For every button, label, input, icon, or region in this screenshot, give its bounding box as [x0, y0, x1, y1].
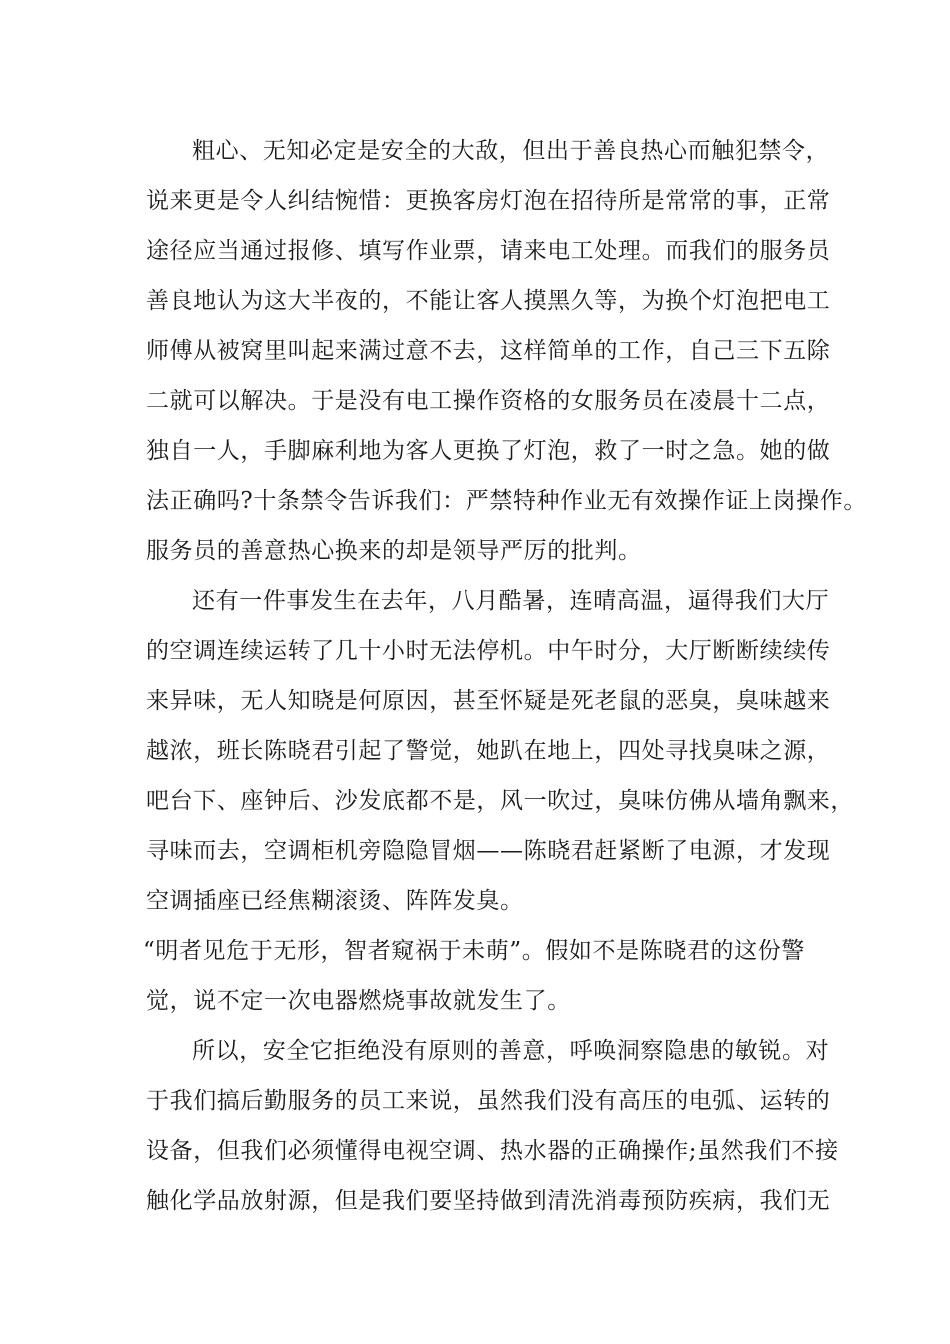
paragraph-1-line-8: 法正确吗?十条禁令告诉我们：严禁特种作业无有效操作证上岗操作。 [146, 488, 867, 514]
paragraph-2-line-3: 来异味，无人知晓是何原因，甚至怀疑是死老鼠的恶臭，臭味越来 [146, 688, 831, 714]
paragraph-1-line-1: 粗心、无知必定是安全的大敌，但出于善良热心而触犯禁令， [192, 138, 830, 164]
paragraph-1-line-9: 服务员的善意热心换来的却是领导严厉的批判。 [146, 538, 642, 564]
paragraph-3-line-1: “明者见危于无形，智者窥祸于未萌”。假如不是陈晓君的这份警 [143, 938, 805, 964]
paragraph-4-line-3: 设备，但我们必须懂得电视空调、热水器的正确操作;虽然我们不接 [146, 1138, 839, 1164]
paragraph-2-line-7: 空调插座已经焦糊滚烫、阵阵发臭。 [146, 888, 524, 914]
paragraph-1-line-7: 独自一人，手脚麻利地为客人更换了灯泡，救了一时之急。她的做 [146, 438, 831, 464]
paragraph-1-line-2: 说来更是令人纠结惋惜：更换客房灯泡在招待所是常常的事，正常 [146, 188, 831, 214]
paragraph-1-line-4: 善良地认为这大半夜的，不能让客人摸黑久等，为换个灯泡把电工 [146, 288, 831, 314]
paragraph-2-line-2: 的空调连续运转了几十小时无法停机。中午时分，大厅断断续续传 [146, 638, 831, 664]
paragraph-1-line-6: 二就可以解决。于是没有电工操作资格的女服务员在凌晨十二点， [146, 388, 831, 414]
paragraph-3-line-2: 觉，说不定一次电器燃烧事故就发生了。 [146, 988, 571, 1014]
paragraph-4-line-2: 于我们搞后勤服务的员工来说，虽然我们没有高压的电弧、运转的 [146, 1088, 831, 1114]
paragraph-1-line-3: 途径应当通过报修、填写作业票，请来电工处理。而我们的服务员 [146, 238, 831, 264]
paragraph-2-line-6: 寻味而去，空调柜机旁隐隐冒烟——陈晓君赶紧断了电源，才发现 [146, 838, 831, 864]
paragraph-2-line-5: 吧台下、座钟后、沙发底都不是，风一吹过，臭味仿佛从墙角飘来， [146, 788, 854, 814]
paragraph-1-line-5: 师傅从被窝里叫起来满过意不去，这样简单的工作，自己三下五除 [146, 338, 831, 364]
paragraph-4-line-4: 触化学品放射源，但是我们要坚持做到清洗消毒预防疾病，我们无 [146, 1188, 831, 1214]
paragraph-2-line-1: 还有一件事发生在去年，八月酷暑，连晴高温，逼得我们大厅 [192, 588, 830, 614]
paragraph-4-line-1: 所以，安全它拒绝没有原则的善意，呼唤洞察隐患的敏锐。对 [192, 1038, 830, 1064]
paragraph-2-line-4: 越浓，班长陈晓君引起了警觉，她趴在地上，四处寻找臭味之源， [146, 738, 831, 764]
